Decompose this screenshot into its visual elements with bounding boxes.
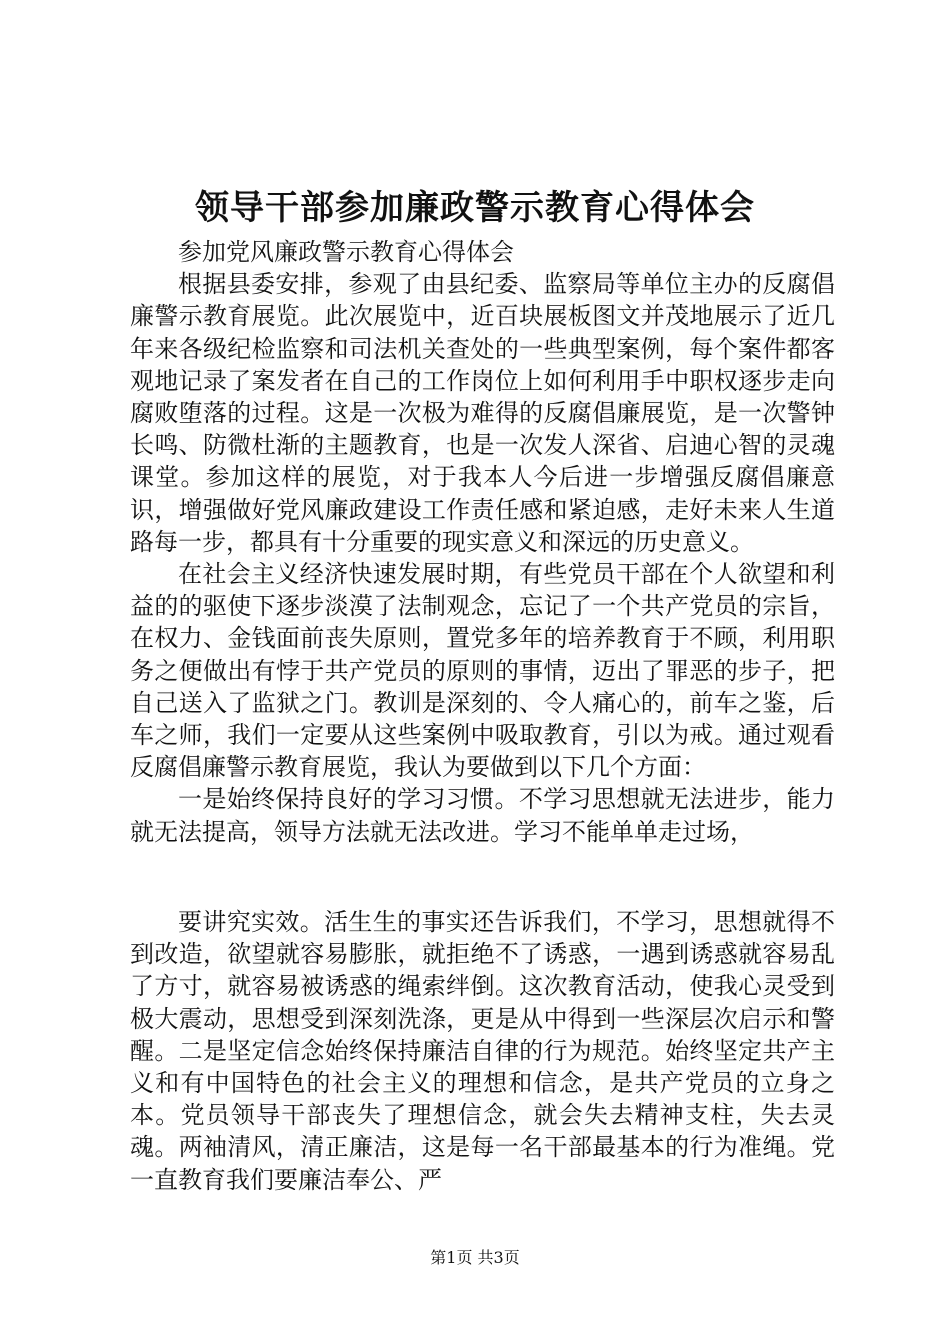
body-paragraph: 根据县委安排，参观了由县纪委、监察局等单位主办的反腐倡廉警示教育展览。此次展览中，近百块展板图文并茂地展示了近几年来各级纪检监察和司法机关查处的一些典型案例，每个案件都客观地记录了案发者在自己的工作岗位上如何利用手中职权逐步走向腐败堕落的过程。这是一次极为难得的反腐倡廉展览，是一次警钟长鸣、防微杜渐的主题教育，也是一次发人深省、启迪心智的灵魂课堂。参加这样的展览，对于我本人今后进一步增强反腐倡廉意识，增强做好党风廉政建设工作责任感和紧迫感，走好未来人生道路每一步，都具有十分重要的现实意义和深远的历史意义。 [130,270,835,556]
page-footer: 第1页 共3页 [430,1248,520,1267]
body-paragraph: 一是始终保持良好的学习习惯。不学习思想就无法进步，能力就无法提高，领导方法就无法改进。学习不能单单走过场， [130,785,835,846]
body-text-bottom [130,906,835,1196]
body-paragraph: 要讲究实效。活生生的事实还告诉我们，不学习，思想就得不到改造，欲望就容易膨胀，就拒绝不了诱惑，一遇到诱惑就容易乱了方寸，就容易被诱惑的绳索绊倒。这次教育活动，使我心灵受到极大震动，思想受到深刻洗涤，更是从中得到一些深层次启示和警醒。二是坚定信念始终保持廉洁自律的行为规范。始终坚定共产主义和有中国特色的社会主义的理想和信念，是共产党员的立身之本。党员领导干部丧失了理想信念，就会失去精神支柱，失去灵魂。两袖清风，清正廉洁，这是每一名干部最基本的行为准绳。党一直教育我们要廉洁奉公、严 [130,908,835,1194]
subtitle-paragraph: 参加党风廉政警示教育心得体会 [178,238,514,266]
body-text-top [130,236,835,848]
body-paragraph: 在社会主义经济快速发展时期，有些党员干部在个人欲望和利益的的驱使下逐步淡漠了法制观念，忘记了一个共产党员的宗旨，在权力、金钱面前丧失原则，置党多年的培养教育于不顾，利用职务之便做出有悖于共产党员的原则的事情，迈出了罪恶的步子，把自己送入了监狱之门。教训是深刻的、令人痛心的，前车之鉴，后车之师，我们一定要从这些案例中吸取教育，引以为戒。通过观看反腐倡廉警示教育展览，我认为要做到以下几个方面： [130,560,835,782]
document-title: 领导干部参加廉政警示教育心得体会 [195,188,755,228]
